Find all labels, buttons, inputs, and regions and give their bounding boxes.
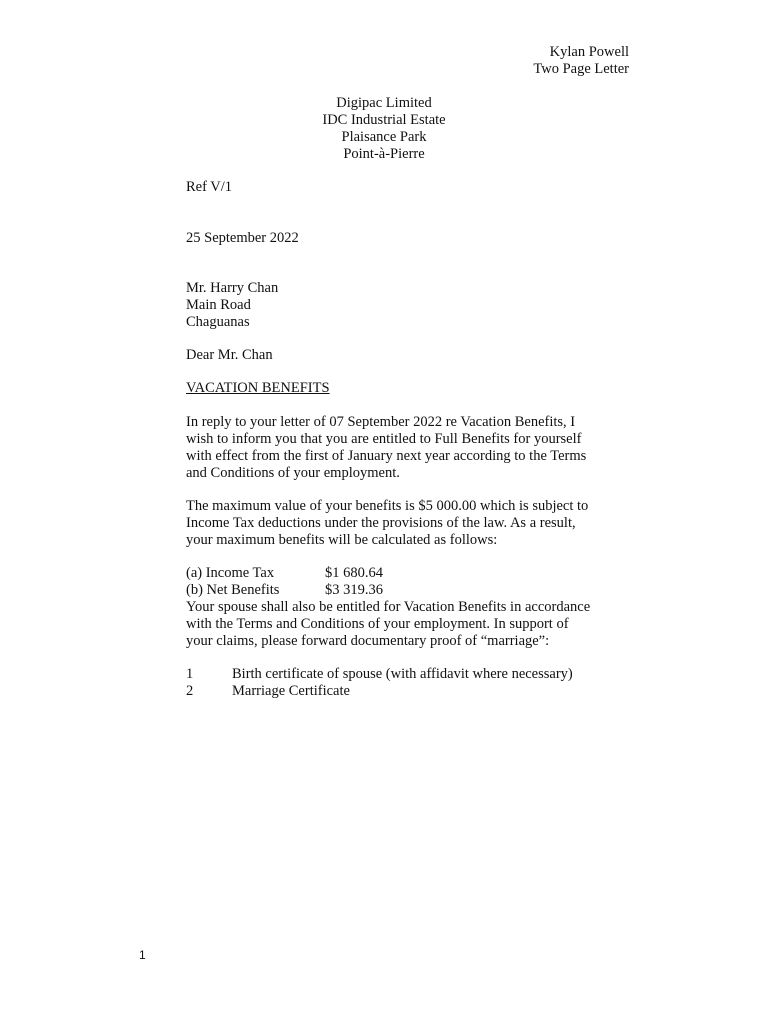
paragraph-line: Your spouse shall also be entitled for Vacation Benefits in accordance (186, 599, 591, 615)
list-item-text: Marriage Certificate (232, 683, 350, 699)
body-paragraph (186, 599, 590, 650)
calculation-label: (b) Net Benefits (186, 582, 280, 598)
letter-date: 25 September 2022 (186, 230, 299, 246)
page-number: 1 (139, 948, 146, 962)
paragraph-line: with the Terms and Conditions of your employment. In support of (186, 616, 569, 632)
list-item-number: 2 (186, 683, 194, 699)
company-name: Digipac Limited (336, 95, 432, 111)
paragraph-line: The maximum value of your benefits is $5 000.00 which is subject to (186, 498, 589, 514)
list-item-number: 1 (186, 666, 194, 682)
salutation: Dear Mr. Chan (186, 347, 273, 363)
calculation-value: $1 680.64 (325, 565, 383, 581)
paragraph-line: wish to inform you that you are entitled to Full Benefits for yourself (186, 431, 582, 447)
body-paragraph (186, 414, 586, 482)
recipient-address-line: Main Road (186, 297, 251, 313)
paragraph-line: your claims, please forward documentary proof of “marriage”: (186, 633, 550, 649)
paragraph-line: and Conditions of your employment. (186, 465, 400, 481)
calculation-label: (a) Income Tax (186, 565, 275, 581)
paragraph-line: your maximum benefits will be calculated as follows: (186, 532, 498, 548)
company-address-line: IDC Industrial Estate (322, 112, 446, 128)
calculation-value: $3 319.36 (325, 582, 383, 598)
author-name: Kylan Powell (549, 44, 629, 60)
paragraph-line: In reply to your letter of 07 September 2022 re Vacation Benefits, I (186, 414, 576, 430)
reference: Ref V/1 (186, 179, 233, 195)
paragraph-line: Income Tax deductions under the provisions of the law. As a result, (186, 515, 576, 531)
list-item-text: Birth certificate of spouse (with affidavit where necessary) (232, 666, 573, 682)
paragraph-line: with effect from the first of January next year according to the Terms (186, 448, 587, 464)
company-address-line: Point-à-Pierre (343, 146, 425, 162)
recipient-name: Mr. Harry Chan (186, 280, 279, 296)
recipient-address-line: Chaguanas (186, 314, 250, 330)
company-address-line: Plaisance Park (341, 129, 427, 145)
document-label: Two Page Letter (533, 61, 629, 77)
body-paragraph (186, 498, 588, 549)
subject-heading: VACATION BENEFITS (186, 380, 330, 396)
